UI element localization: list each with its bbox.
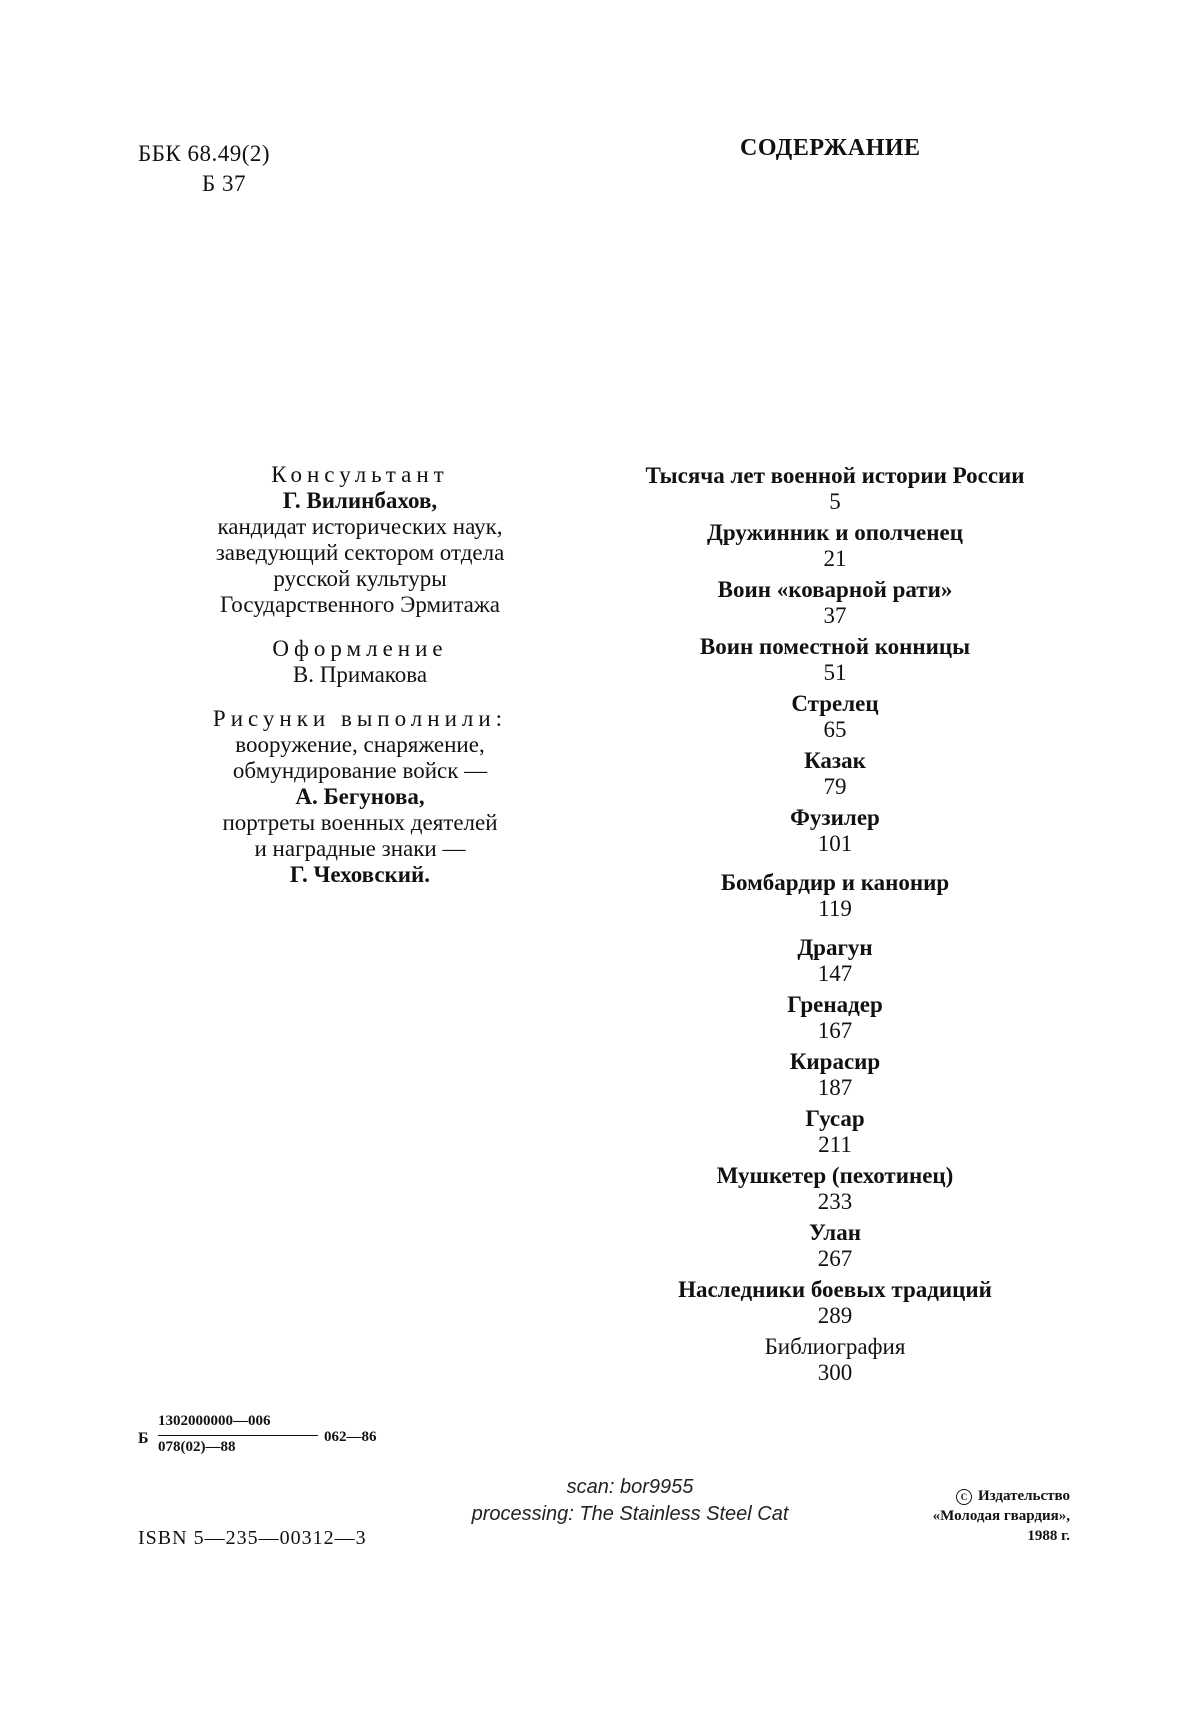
toc-entry (600, 1048, 1070, 1101)
illustr-desc-1b: обмундирование войск — (232, 758, 488, 783)
toc-title: Драгун (797, 935, 873, 960)
toc-title: Гренадер (787, 992, 883, 1017)
consultant-name: Г. Вилинбахов, (282, 488, 438, 513)
illustr-desc-1a: вооружение, снаряжение, (235, 732, 485, 757)
catalog-denominator: 078(02)—88 (158, 1439, 236, 1455)
illustrations-label: Рисунки выполнили: (212, 706, 508, 731)
toc-page: 101 (817, 831, 853, 856)
illustr-name-2: Г. Чеховский. (289, 862, 431, 887)
toc-entry (600, 1333, 1070, 1386)
toc-title: Казак (804, 748, 866, 773)
design-label: Оформление (272, 636, 448, 661)
toc-entry (600, 934, 1070, 987)
publisher-block (870, 1486, 1070, 1546)
toc-entry (600, 1219, 1070, 1272)
credits-block (150, 462, 570, 888)
toc-entry (600, 1162, 1070, 1215)
copyright-icon: C (956, 1489, 972, 1505)
consultant-desc-4: Государственного Эрмитажа (220, 592, 500, 617)
toc-title: Улан (809, 1220, 861, 1245)
toc-page: 289 (817, 1303, 853, 1328)
publisher-line-2: «Молодая гвардия», (932, 1508, 1070, 1524)
toc-page: 187 (817, 1075, 853, 1100)
toc-page: 5 (829, 489, 841, 514)
catalog-fraction-line (158, 1435, 318, 1436)
toc-page: 37 (823, 603, 847, 628)
publisher-line-3: 1988 г. (1027, 1528, 1070, 1544)
design-name: В. Примакова (292, 662, 428, 687)
processing-line: processing: The Stainless Steel Cat (471, 1503, 789, 1525)
toc-entry (600, 690, 1070, 743)
toc-page: 300 (817, 1360, 853, 1385)
isbn: ISBN 5—235—00312—3 (138, 1527, 367, 1549)
toc-page: 65 (823, 717, 847, 742)
consultant-desc-1: кандидат исторических наук, (217, 514, 503, 539)
toc-title: Наследники боевых традиций (678, 1277, 992, 1302)
consultant-desc-2: заведующий сектором отдела (215, 540, 505, 565)
publisher-line-1 (870, 1486, 1070, 1506)
toc-title: Кирасир (789, 1049, 881, 1074)
illustr-desc-2b: и наградные знаки — (254, 836, 466, 861)
toc-entry (600, 869, 1070, 922)
toc-title: Мушкетер (пехотинец) (716, 1163, 954, 1188)
table-of-contents (600, 462, 1070, 1390)
toc-page: 21 (823, 546, 847, 571)
toc-title: Дружинник и ополченец (707, 520, 963, 545)
publisher-name-label: Издательство (977, 1488, 1070, 1504)
toc-entry (600, 991, 1070, 1044)
toc-entry (600, 519, 1070, 572)
bbk-code (138, 139, 270, 199)
toc-title: Фузилер (790, 805, 880, 830)
toc-title: Воин «коварной рати» (717, 577, 953, 602)
toc-entry (600, 633, 1070, 686)
toc-title: Гусар (805, 1106, 865, 1131)
toc-page: 147 (817, 961, 853, 986)
toc-page: 211 (818, 1132, 852, 1157)
toc-title: Стрелец (791, 691, 879, 716)
toc-entry (600, 576, 1070, 629)
consultant-label: Консультант (271, 462, 449, 487)
consultant-desc-3: русской культуры (273, 566, 447, 591)
toc-entry (600, 462, 1070, 515)
illustr-desc-2a: портреты военных деятелей (222, 810, 498, 835)
toc-entry (600, 747, 1070, 800)
contents-heading: СОДЕРЖАНИЕ (740, 135, 921, 161)
toc-entry (600, 1105, 1070, 1158)
catalog-right: 062—86 (324, 1429, 377, 1445)
illustr-name-1: А. Бегунова, (295, 784, 425, 809)
toc-page: 167 (817, 1018, 853, 1043)
toc-page: 51 (823, 660, 847, 685)
toc-page: 79 (823, 774, 847, 799)
catalog-letter: Б (138, 1430, 149, 1447)
toc-title: Воин поместной конницы (699, 634, 971, 659)
toc-page: 119 (818, 896, 852, 921)
toc-entry (600, 804, 1070, 857)
toc-title: Тысяча лет военной истории России (645, 463, 1025, 488)
scan-credits (440, 1474, 820, 1528)
toc-title: Бомбардир и канонир (720, 870, 950, 895)
bbk-line-2: Б 37 (202, 171, 246, 196)
catalog-numerator: 1302000000—006 (158, 1413, 271, 1429)
toc-page: 233 (817, 1189, 853, 1214)
bbk-line-1: ББК 68.49(2) (138, 141, 271, 166)
toc-entry (600, 1276, 1070, 1329)
toc-page: 267 (817, 1246, 853, 1271)
scan-line: scan: bor9955 (566, 1476, 694, 1498)
toc-title: Библиография (764, 1334, 906, 1359)
